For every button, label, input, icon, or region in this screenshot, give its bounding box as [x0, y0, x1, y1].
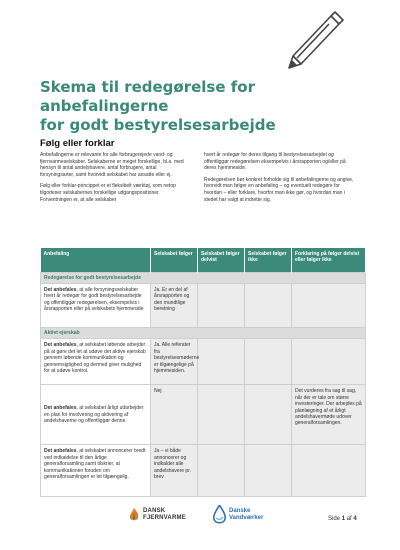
not-follow-cell — [245, 339, 292, 385]
header-recommendation: Anbefaling — [41, 248, 151, 272]
dansk-fjernvarme-logo — [128, 508, 186, 522]
header-explanation: Forklaring på følger delvist eller følger ikke — [292, 248, 366, 272]
not-follow-cell — [245, 445, 292, 497]
intro-paragraph: Følg eller forklar-princippet er et fleksibelt værktøj, som netop tilgodeser selskabernes forskellige udgangspositioner. Forventningen er, at alle selskaber — [40, 183, 176, 203]
table-row — [41, 283, 366, 327]
table-group-row — [41, 272, 366, 283]
table-row — [41, 445, 366, 497]
intro-right-column — [204, 152, 356, 208]
flame-icon — [128, 508, 140, 522]
recommendation-table — [40, 248, 366, 497]
group-label: Aktivt ejerskab — [41, 327, 366, 338]
logo2-line-1: Danske — [229, 508, 251, 514]
title-line-2: for godt bestyrelsesarbejde — [40, 116, 276, 134]
table-header-row — [41, 248, 366, 272]
logo2-line-2: Vandværker — [229, 515, 264, 521]
follows-cell: Nej — [151, 385, 198, 445]
intro-paragraph: Anbefalingerne er relevante for alle forbrugerejede vand- og fjernvarmeselskaber. Selskaberne er meget forskellige, bl.a. med hensyn til antal andelshavere, antal forbrugere, antal forsyningsarter, samt hvorvidt selskabet har ansatte eller ej. — [40, 152, 184, 178]
table-group-row — [41, 327, 366, 338]
group-label: Redegørelse for godt bestyrelsesarbejde — [41, 272, 366, 283]
water-drop-icon — [213, 505, 226, 525]
section-heading: Følg eller forklar — [40, 138, 115, 149]
not-follow-cell — [245, 283, 292, 327]
explanation-cell: Det vurderes fra sag til sag, når der er tale om større investeringer. Der arbejdes på planlægning af et årligt andelshavermøde udover generalforsamlingen. — [292, 385, 366, 445]
intro-paragraph: Redegørelsen bør konkret forholde sig til anbefalingerne og angive, hvorvidt man følger en anbefaling – og eventuelt redegøre for hvordan – eller forklare, hvorfor man ikke gør, og hvordan man i stedet har valgt at indrette sig. — [204, 176, 354, 203]
not-follow-cell — [245, 385, 292, 445]
explanation-cell — [292, 445, 366, 497]
header-does-not-follow: Selskabet følger ikke — [245, 248, 292, 272]
recommendation-cell: Det anbefales, at selskabet årligt udarbejder en plan for involvering og aktivering af andelshaverne og offentliggør denne. — [41, 385, 151, 445]
pencil-icon — [285, 8, 345, 70]
intro-paragraph: hvert år redegør for deres tilgang til bestyrelsesarbejdet og offentliggør redegørelsen eksempelvis i årsrapporten og/eller på deres hjemmeside. — [204, 152, 346, 172]
page-footer — [0, 505, 400, 545]
explanation-cell — [292, 339, 366, 385]
recommendation-cell: Det anbefales, at alle forsyningsselskaber hvert år redegør for godt bestyrelsesarbejde og offentliggør redegørelsen, eksempelvis i årsrapporten eller på selskabets hjemmeside — [41, 283, 151, 327]
partial-cell — [198, 445, 245, 497]
partial-cell — [198, 283, 245, 327]
follows-cell: Ja. Er en del af årsrapporten og den mundtlige beretning — [151, 283, 198, 327]
partial-cell — [198, 339, 245, 385]
header-follows: Selskabet følger — [151, 248, 198, 272]
follows-cell: Ja. Alle referater fra bestyrelsesmøderne er tilgængelige på hjemmesiden. — [151, 339, 198, 385]
page-title — [40, 78, 370, 135]
intro-left-column — [40, 152, 192, 208]
table-row — [41, 339, 366, 385]
table-row — [41, 385, 366, 445]
partial-cell — [198, 385, 245, 445]
title-line-1: Skema til redegørelse for anbefalingerne — [40, 78, 255, 115]
page-number: Side 1 af 4 — [328, 516, 357, 522]
recommendation-cell: Det anbefales, at selskabet annoncerer bredt ved indkaldelse til den årlige generalforsamling samt tilskrier, at kommunikationen foruden om generalforsamlingen er let tilgængelig. — [41, 445, 151, 497]
explanation-cell — [292, 283, 366, 327]
recommendation-cell: Det anbefales, at selskabet løbende arbejder på at gøre det let at udøve det aktive ejerskab gennem løbende kommunikation og gennemsigtighed og dermed giver mulighed for at udøve kontrol. — [41, 339, 151, 385]
danske-vandvaerker-logo — [213, 505, 263, 525]
logo1-line-1: DANSK — [143, 508, 166, 514]
logo1-line-2: FJERNVARME — [143, 515, 186, 521]
follows-cell: Ja – vi både annoncerer og indkalder alle andelshavere pr. brev — [151, 445, 198, 497]
header-partially-follows: Selskabet følger delvist — [198, 248, 245, 272]
